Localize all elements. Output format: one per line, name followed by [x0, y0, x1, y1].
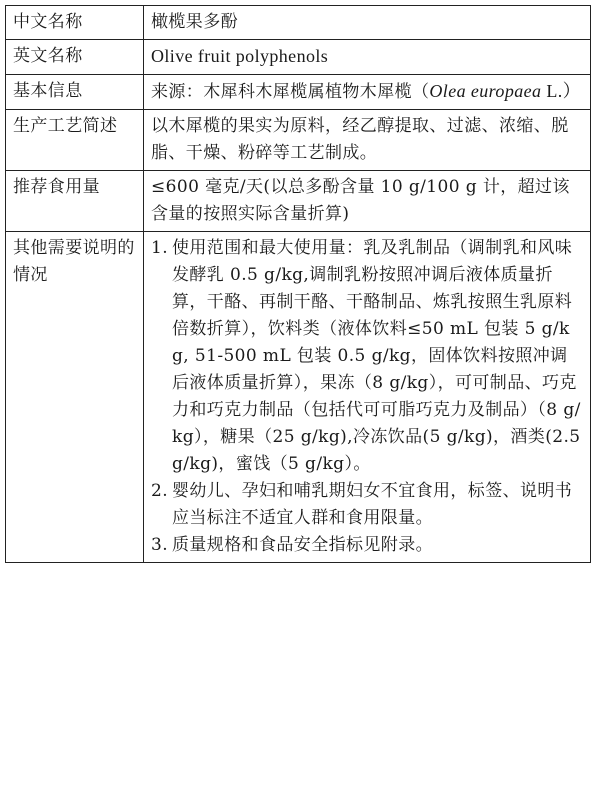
label-other-notes: 其他需要说明的情况: [6, 232, 144, 563]
value-production-process: 以木犀榄的果实为原料，经乙醇提取、过滤、浓缩、脱脂、干燥、粉碎等工艺制成。: [144, 110, 591, 171]
table-row: [6, 40, 591, 75]
note-number: 2.: [151, 481, 169, 501]
value-recommended-intake: ≤600 毫克/天(以总多酚含量 10 g/100 g 计，超过该含量的按照实际含量折算): [144, 171, 591, 232]
label-chinese-name: 中文名称: [6, 6, 144, 40]
note-number: 3.: [151, 535, 169, 555]
table-row: [6, 171, 591, 232]
value-other-notes: [144, 232, 591, 563]
value-basic-info: [144, 75, 591, 110]
label-production-process: 生产工艺简述: [6, 110, 144, 171]
species-name: Olea europaea: [429, 81, 542, 101]
note-text: 使用范围和最大使用量：乳及乳制品（调制乳和风味发酵乳 0.5 g/kg,调制乳粉按照冲调后液体质量折算，干酪、再制干酪、干酪制品、炼乳按照生乳原料倍数折算），饮料类（液体饮料≤50 mL 包装 5 g/kg, 51-500 mL 包装 0.5 g/kg，固体饮料按照冲调后液体质量折算），果冻（8 g/kg），可可制品、巧克力和巧克力制品（包括代可可脂巧克力及制品）（8 g/kg），糖果（25 g/kg),冷冻饮品(5 g/kg)，酒类(2.5 g/kg)，蜜饯（5 g/kg）。: [172, 238, 581, 474]
source-prefix: 来源：木犀科木犀榄属植物木犀榄（: [151, 82, 430, 102]
ingredient-info-table: [5, 5, 591, 563]
table-row: [6, 6, 591, 40]
english-name-text: Olive fruit polyphenols: [151, 46, 329, 66]
list-item: [151, 235, 584, 478]
list-item: [151, 532, 584, 559]
note-number: 1.: [151, 238, 169, 258]
source-suffix: L.）: [541, 81, 582, 101]
label-english-name: 英文名称: [6, 40, 144, 75]
value-english-name: [144, 40, 591, 75]
label-basic-info: 基本信息: [6, 75, 144, 110]
table-row: [6, 232, 591, 563]
list-item: [151, 478, 584, 532]
note-text: 质量规格和食品安全指标见附录。: [172, 535, 433, 555]
note-text: 婴幼儿、孕妇和哺乳期妇女不宜食用，标签、说明书应当标注不适宜人群和食用限量。: [172, 481, 573, 528]
table-row: [6, 110, 591, 171]
table-row: [6, 75, 591, 110]
value-chinese-name: 橄榄果多酚: [144, 6, 591, 40]
label-recommended-intake: 推荐食用量: [6, 171, 144, 232]
notes-list: [151, 235, 584, 559]
